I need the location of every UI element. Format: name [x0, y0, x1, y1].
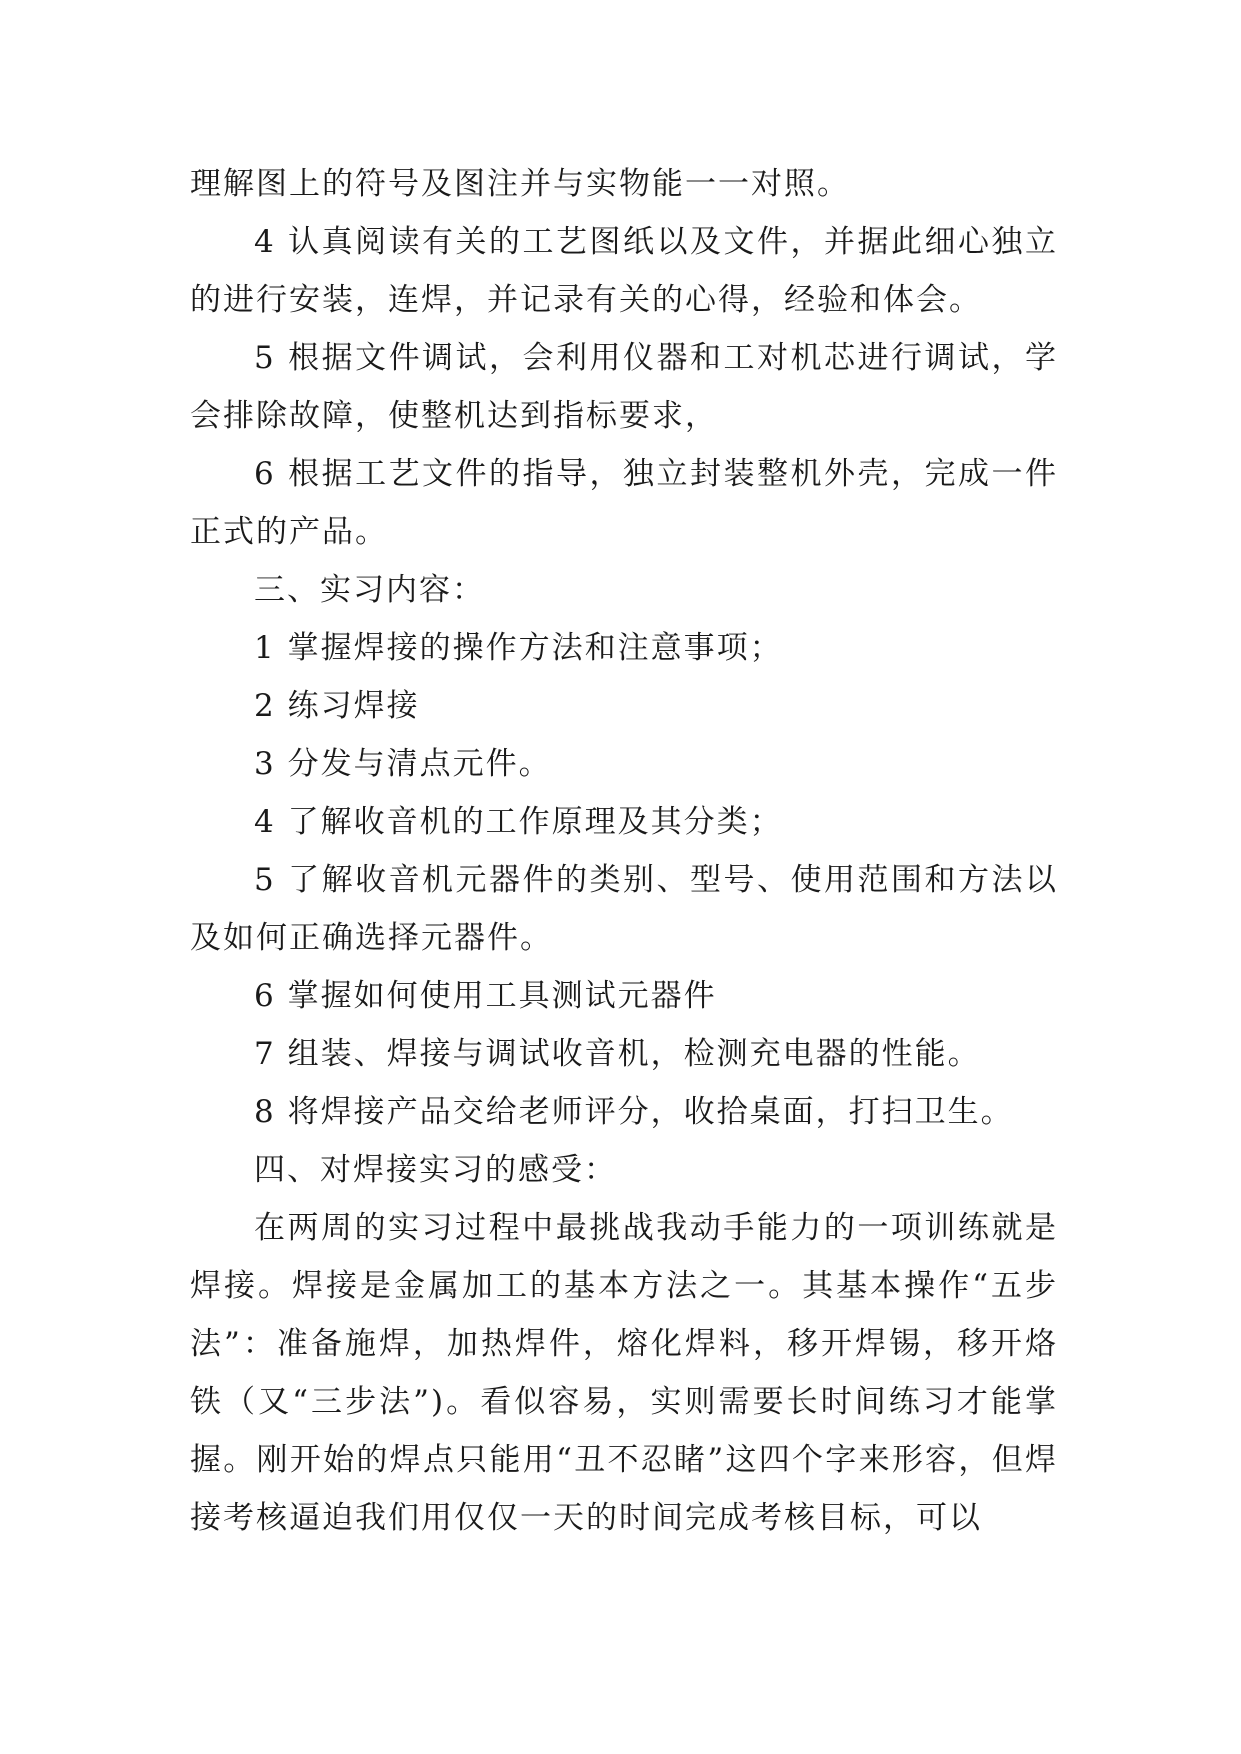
- content-item-5: 5 了解收音机元器件的类别、型号、使用范围和方法以及如何正确选择元器件。: [190, 862, 1058, 956]
- content-item-4: 4 了解收音机的工作原理及其分类；: [254, 804, 783, 840]
- paragraph-continuation: 理解图上的符号及图注并与实物能一一对照。: [190, 166, 850, 202]
- content-item-8: 8 将焊接产品交给老师评分，收拾桌面，打扫卫生。: [254, 1094, 1014, 1130]
- content-item-1: 1 掌握焊接的操作方法和注意事项；: [254, 630, 783, 666]
- content-item-6: 6 掌握如何使用工具测试元器件: [254, 978, 717, 1014]
- paragraph-item-5: 5 根据文件调试，会利用仪器和工对机芯进行调试，学会排除故障，使整机达到指标要求，: [190, 340, 1058, 434]
- content-item-2: 2 练习焊接: [254, 688, 420, 724]
- paragraph-item-4: 4 认真阅读有关的工艺图纸以及文件，并据此细心独立的进行安装，连焊，并记录有关的心得，经验和体会。: [190, 224, 1058, 318]
- reflection-paragraph: 在两周的实习过程中最挑战我动手能力的一项训练就是焊接。焊接是金属加工的基本方法之一。其基本操作“五步法”：准备施焊，加热焊件，熔化焊料，移开焊锡，移开烙铁（又“三步法”)。看似容易，实则需要长时间练习才能掌握。刚开始的焊点只能用“丑不忍睹”这四个字来形容，但焊接考核逼迫我们用仅仅一天的时间完成考核目标，可以: [190, 1210, 1058, 1536]
- paragraph-item-6: 6 根据工艺文件的指导，独立封装整机外壳，完成一件正式的产品。: [190, 456, 1058, 550]
- section-heading-3: 三、实习内容：: [254, 572, 485, 608]
- content-item-7: 7 组装、焊接与调试收音机，检测充电器的性能。: [254, 1036, 981, 1072]
- section-heading-4: 四、对焊接实习的感受：: [254, 1152, 617, 1188]
- content-item-3: 3 分发与清点元件。: [254, 746, 552, 782]
- document-body: [190, 155, 1058, 1547]
